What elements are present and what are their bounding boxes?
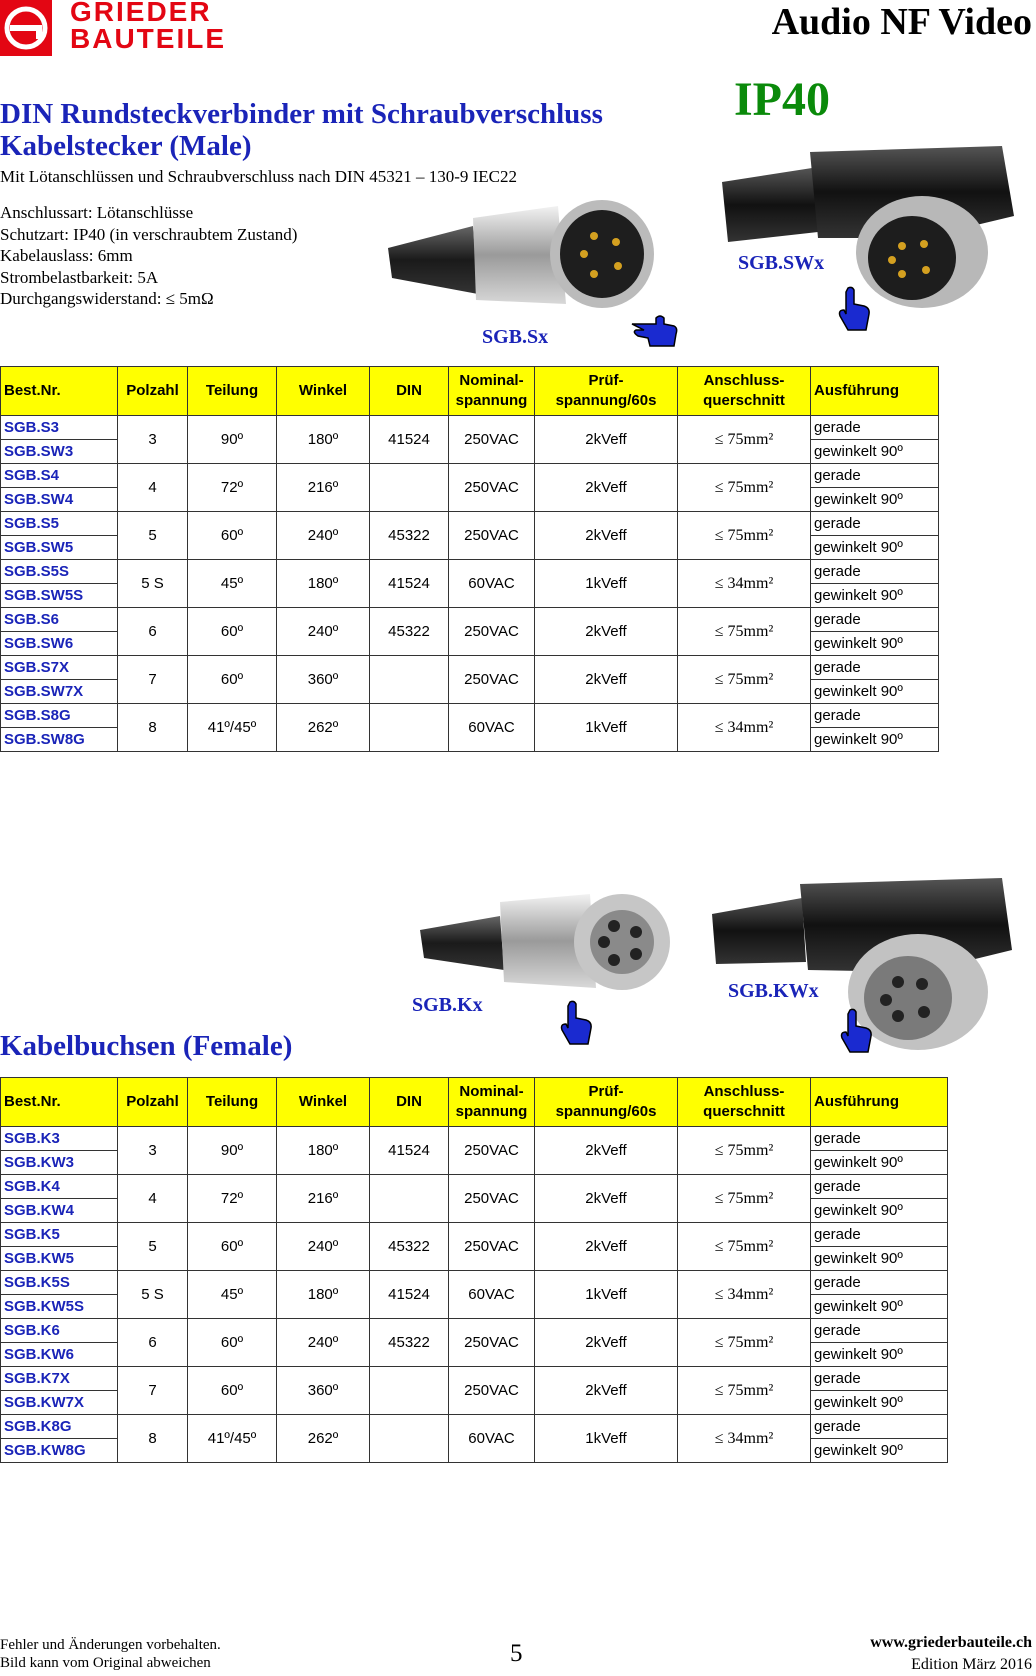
- order-number-angled: SGB.KW8G: [1, 1439, 118, 1463]
- ausfuehrung-cell: gewinkelt 90º: [811, 488, 939, 512]
- din-cell: 41524: [370, 560, 449, 608]
- col-header-nominal: [449, 1078, 535, 1127]
- order-number-straight: SGB.S4: [1, 464, 118, 488]
- spec-item: Strombelastbarkeit: 5A: [0, 267, 159, 287]
- ausfuehrung-cell: gerade: [811, 608, 939, 632]
- nominal-cell: 60VAC: [449, 1271, 535, 1319]
- table-row: [1, 1319, 948, 1343]
- order-number-straight: SGB.K7X: [1, 1367, 118, 1391]
- winkel-cell: 216º: [277, 1175, 370, 1223]
- nominal-cell: 250VAC: [449, 608, 535, 656]
- polzahl-cell: 8: [118, 704, 188, 752]
- polzahl-cell: 7: [118, 1367, 188, 1415]
- header-line: Anschluss-: [703, 1083, 785, 1100]
- querschnitt-cell: ≤ 75mm²: [678, 1223, 811, 1271]
- ausfuehrung-cell: gerade: [811, 416, 939, 440]
- table-row: [1, 512, 939, 536]
- header-line: Prüf-: [588, 372, 624, 389]
- order-number-straight: SGB.S6: [1, 608, 118, 632]
- col-header-winkel: Winkel: [277, 367, 370, 416]
- winkel-cell: 240º: [277, 608, 370, 656]
- order-number-straight: SGB.K5S: [1, 1271, 118, 1295]
- ausfuehrung-cell: gewinkelt 90º: [811, 1391, 948, 1415]
- din-cell: 41524: [370, 416, 449, 464]
- pruef-cell: 2kVeff: [535, 1367, 678, 1415]
- ausfuehrung-cell: gerade: [811, 1367, 948, 1391]
- din-cell: 45322: [370, 608, 449, 656]
- ausfuehrung-cell: gerade: [811, 1319, 948, 1343]
- pruef-cell: 1kVeff: [535, 560, 678, 608]
- order-number-straight: SGB.S8G: [1, 704, 118, 728]
- col-header-anschluss: [678, 367, 811, 416]
- polzahl-cell: 3: [118, 416, 188, 464]
- polzahl-cell: 5 S: [118, 560, 188, 608]
- pointing-hand-icon: [558, 1000, 594, 1048]
- logo-line-2: BAUTEILE: [70, 23, 226, 54]
- footer-info: [870, 1632, 1032, 1676]
- querschnitt-cell: ≤ 75mm²: [678, 512, 811, 560]
- spec-item: Schutzart: IP40 (in verschraubtem Zustand): [0, 224, 298, 244]
- winkel-cell: 180º: [277, 416, 370, 464]
- header-line: spannung/60s: [555, 392, 657, 409]
- ausfuehrung-cell: gerade: [811, 1223, 948, 1247]
- nominal-cell: 250VAC: [449, 1223, 535, 1271]
- teilung-cell: 41º/45º: [188, 704, 277, 752]
- order-number-straight: SGB.K5: [1, 1223, 118, 1247]
- pointing-hand-icon: [838, 1008, 874, 1056]
- nominal-cell: 250VAC: [449, 512, 535, 560]
- nominal-cell: 250VAC: [449, 464, 535, 512]
- male-section-heading: [0, 98, 603, 162]
- pointing-hand-icon: [630, 314, 678, 350]
- order-number-angled: SGB.SW6: [1, 632, 118, 656]
- order-number-angled: SGB.SW8G: [1, 728, 118, 752]
- table-header-row: [1, 367, 939, 416]
- din-cell: 41524: [370, 1271, 449, 1319]
- order-number-straight: SGB.K4: [1, 1175, 118, 1199]
- din-cell: [370, 656, 449, 704]
- col-header-nr: Best.Nr.: [1, 1078, 118, 1127]
- teilung-cell: 45º: [188, 1271, 277, 1319]
- querschnitt-cell: ≤ 75mm²: [678, 608, 811, 656]
- order-number-angled: SGB.SW5S: [1, 584, 118, 608]
- header-line: Anschluss-: [703, 372, 785, 389]
- teilung-cell: 72º: [188, 464, 277, 512]
- ausfuehrung-cell: gerade: [811, 1127, 948, 1151]
- table-row: [1, 1415, 948, 1439]
- nominal-cell: 60VAC: [449, 1415, 535, 1463]
- company-logo: [0, 0, 250, 60]
- nominal-cell: 250VAC: [449, 656, 535, 704]
- pointing-hand-icon: [836, 286, 872, 334]
- nominal-cell: 250VAC: [449, 1367, 535, 1415]
- querschnitt-cell: ≤ 75mm²: [678, 416, 811, 464]
- polzahl-cell: 5: [118, 1223, 188, 1271]
- pruef-cell: 1kVeff: [535, 704, 678, 752]
- order-number-angled: SGB.SW7X: [1, 680, 118, 704]
- pruef-cell: 2kVeff: [535, 512, 678, 560]
- female-section-heading: Kabelbuchsen (Female): [0, 1030, 293, 1062]
- winkel-cell: 180º: [277, 560, 370, 608]
- querschnitt-cell: ≤ 75mm²: [678, 656, 811, 704]
- pruef-cell: 2kVeff: [535, 416, 678, 464]
- polzahl-cell: 8: [118, 1415, 188, 1463]
- ausfuehrung-cell: gewinkelt 90º: [811, 584, 939, 608]
- ausfuehrung-cell: gerade: [811, 656, 939, 680]
- header-line: spannung/60s: [555, 1103, 657, 1120]
- querschnitt-cell: ≤ 75mm²: [678, 464, 811, 512]
- spec-list: [0, 202, 297, 310]
- order-number-straight: SGB.K8G: [1, 1415, 118, 1439]
- female-straight-label: SGB.Kx: [412, 994, 483, 1016]
- table-header-row: [1, 1078, 948, 1127]
- teilung-cell: 41º/45º: [188, 1415, 277, 1463]
- footer-disclaimer: [0, 1636, 221, 1672]
- teilung-cell: 45º: [188, 560, 277, 608]
- order-number-angled: SGB.KW7X: [1, 1391, 118, 1415]
- din-cell: 45322: [370, 1319, 449, 1367]
- polzahl-cell: 4: [118, 1175, 188, 1223]
- teilung-cell: 60º: [188, 1367, 277, 1415]
- col-header-polzahl: Polzahl: [118, 367, 188, 416]
- table-row: [1, 1223, 948, 1247]
- nominal-cell: 250VAC: [449, 1175, 535, 1223]
- ausfuehrung-cell: gewinkelt 90º: [811, 680, 939, 704]
- male-angled-label: SGB.SWx: [738, 252, 825, 274]
- teilung-cell: 90º: [188, 416, 277, 464]
- pruef-cell: 1kVeff: [535, 1415, 678, 1463]
- winkel-cell: 262º: [277, 1415, 370, 1463]
- pruef-cell: 2kVeff: [535, 1127, 678, 1175]
- male-angled-plug-image: [722, 142, 1022, 312]
- spec-item: Durchgangswiderstand: ≤ 5mΩ: [0, 289, 214, 308]
- col-header-din: DIN: [370, 367, 449, 416]
- polzahl-cell: 6: [118, 1319, 188, 1367]
- female-straight-socket-image: [420, 886, 680, 996]
- table-row: [1, 608, 939, 632]
- querschnitt-cell: ≤ 34mm²: [678, 1271, 811, 1319]
- footer-note: Fehler und Änderungen vorbehalten.: [0, 1637, 221, 1653]
- order-number-straight: SGB.K6: [1, 1319, 118, 1343]
- female-connector-table: [0, 1077, 948, 1463]
- col-header-polzahl: Polzahl: [118, 1078, 188, 1127]
- polzahl-cell: 7: [118, 656, 188, 704]
- winkel-cell: 180º: [277, 1127, 370, 1175]
- header-line: spannung: [455, 1103, 528, 1120]
- teilung-cell: 60º: [188, 512, 277, 560]
- querschnitt-cell: ≤ 75mm²: [678, 1175, 811, 1223]
- spec-item: Anschlussart: Lötanschlüsse: [0, 203, 194, 222]
- col-header-teilung: Teilung: [188, 1078, 277, 1127]
- nominal-cell: 250VAC: [449, 416, 535, 464]
- winkel-cell: 240º: [277, 512, 370, 560]
- ausfuehrung-cell: gerade: [811, 1415, 948, 1439]
- teilung-cell: 60º: [188, 656, 277, 704]
- teilung-cell: 60º: [188, 1319, 277, 1367]
- table-row: [1, 1271, 948, 1295]
- col-header-ausfuehrung: Ausführung: [811, 367, 939, 416]
- order-number-angled: SGB.KW5S: [1, 1295, 118, 1319]
- logo-line-1: GRIEDER: [70, 0, 212, 27]
- order-number-angled: SGB.SW4: [1, 488, 118, 512]
- protection-rating: IP40: [734, 73, 830, 126]
- spec-item: Kabelauslass: 6mm: [0, 246, 133, 265]
- nominal-cell: 250VAC: [449, 1319, 535, 1367]
- order-number-straight: SGB.S5: [1, 512, 118, 536]
- din-cell: [370, 1367, 449, 1415]
- col-header-winkel: Winkel: [277, 1078, 370, 1127]
- teilung-cell: 60º: [188, 1223, 277, 1271]
- order-number-angled: SGB.KW5: [1, 1247, 118, 1271]
- polzahl-cell: 3: [118, 1127, 188, 1175]
- logo-mark-icon: [0, 0, 52, 56]
- ausfuehrung-cell: gerade: [811, 1271, 948, 1295]
- col-header-din: DIN: [370, 1078, 449, 1127]
- order-number-straight: SGB.K3: [1, 1127, 118, 1151]
- pruef-cell: 2kVeff: [535, 1319, 678, 1367]
- polzahl-cell: 5: [118, 512, 188, 560]
- querschnitt-cell: ≤ 75mm²: [678, 1319, 811, 1367]
- table-row: [1, 464, 939, 488]
- pruef-cell: 1kVeff: [535, 1271, 678, 1319]
- din-cell: 45322: [370, 1223, 449, 1271]
- ausfuehrung-cell: gewinkelt 90º: [811, 536, 939, 560]
- din-cell: 41524: [370, 1127, 449, 1175]
- winkel-cell: 216º: [277, 464, 370, 512]
- nominal-cell: 250VAC: [449, 1127, 535, 1175]
- order-number-straight: SGB.S7X: [1, 656, 118, 680]
- order-number-straight: SGB.S5S: [1, 560, 118, 584]
- teilung-cell: 60º: [188, 608, 277, 656]
- teilung-cell: 72º: [188, 1175, 277, 1223]
- ausfuehrung-cell: gerade: [811, 464, 939, 488]
- winkel-cell: 360º: [277, 656, 370, 704]
- male-connector-table: [0, 366, 939, 752]
- col-header-teilung: Teilung: [188, 367, 277, 416]
- header-line: querschnitt: [703, 1103, 785, 1120]
- male-straight-plug-image: [388, 196, 678, 316]
- pruef-cell: 2kVeff: [535, 1175, 678, 1223]
- winkel-cell: 262º: [277, 704, 370, 752]
- din-cell: [370, 1415, 449, 1463]
- table-row: [1, 656, 939, 680]
- din-cell: [370, 1175, 449, 1223]
- male-subtitle-heading: Kabelstecker (Male): [0, 130, 252, 162]
- ausfuehrung-cell: gewinkelt 90º: [811, 1151, 948, 1175]
- male-straight-label: SGB.Sx: [482, 326, 549, 348]
- table-row: [1, 1367, 948, 1391]
- teilung-cell: 90º: [188, 1127, 277, 1175]
- querschnitt-cell: ≤ 34mm²: [678, 704, 811, 752]
- ausfuehrung-cell: gerade: [811, 560, 939, 584]
- ausfuehrung-cell: gerade: [811, 704, 939, 728]
- querschnitt-cell: ≤ 75mm²: [678, 1127, 811, 1175]
- ausfuehrung-cell: gewinkelt 90º: [811, 1439, 948, 1463]
- din-cell: [370, 464, 449, 512]
- pruef-cell: 2kVeff: [535, 1223, 678, 1271]
- order-number-angled: SGB.KW3: [1, 1151, 118, 1175]
- querschnitt-cell: ≤ 34mm²: [678, 560, 811, 608]
- order-number-straight: SGB.S3: [1, 416, 118, 440]
- col-header-nominal: [449, 367, 535, 416]
- polzahl-cell: 4: [118, 464, 188, 512]
- ausfuehrung-cell: gewinkelt 90º: [811, 632, 939, 656]
- ausfuehrung-cell: gewinkelt 90º: [811, 1295, 948, 1319]
- winkel-cell: 240º: [277, 1319, 370, 1367]
- footer-note: Bild kann vom Original abweichen: [0, 1655, 211, 1671]
- page-number: 5: [510, 1640, 523, 1667]
- ausfuehrung-cell: gewinkelt 90º: [811, 1343, 948, 1367]
- order-number-angled: SGB.SW3: [1, 440, 118, 464]
- female-angled-label: SGB.KWx: [728, 980, 819, 1002]
- ausfuehrung-cell: gewinkelt 90º: [811, 1247, 948, 1271]
- table-row: [1, 416, 939, 440]
- table-row: [1, 704, 939, 728]
- header-line: Prüf-: [588, 1083, 624, 1100]
- col-header-anschluss: [678, 1078, 811, 1127]
- col-header-nr: Best.Nr.: [1, 367, 118, 416]
- table-row: [1, 560, 939, 584]
- edition: Edition März 2016: [911, 1656, 1032, 1673]
- pruef-cell: 2kVeff: [535, 656, 678, 704]
- order-number-angled: SGB.KW4: [1, 1199, 118, 1223]
- polzahl-cell: 5 S: [118, 1271, 188, 1319]
- nominal-cell: 60VAC: [449, 560, 535, 608]
- order-number-angled: SGB.KW6: [1, 1343, 118, 1367]
- header-line: Nominal-: [459, 1083, 524, 1100]
- querschnitt-cell: ≤ 34mm²: [678, 1415, 811, 1463]
- ausfuehrung-cell: gerade: [811, 512, 939, 536]
- table-row: [1, 1175, 948, 1199]
- order-number-angled: SGB.SW5: [1, 536, 118, 560]
- ausfuehrung-cell: gewinkelt 90º: [811, 728, 939, 752]
- querschnitt-cell: ≤ 75mm²: [678, 1367, 811, 1415]
- ausfuehrung-cell: gerade: [811, 1175, 948, 1199]
- col-header-ausfuehrung: Ausführung: [811, 1078, 948, 1127]
- din-cell: 45322: [370, 512, 449, 560]
- header-line: Nominal-: [459, 372, 524, 389]
- winkel-cell: 240º: [277, 1223, 370, 1271]
- logo-wordmark: [70, 0, 226, 52]
- din-cell: [370, 704, 449, 752]
- pruef-cell: 2kVeff: [535, 608, 678, 656]
- main-title: DIN Rundsteckverbinder mit Schraubverschluss: [0, 98, 603, 130]
- table-row: [1, 1127, 948, 1151]
- col-header-pruef: [535, 367, 678, 416]
- pruef-cell: 2kVeff: [535, 464, 678, 512]
- nominal-cell: 60VAC: [449, 704, 535, 752]
- polzahl-cell: 6: [118, 608, 188, 656]
- header-line: spannung: [455, 392, 528, 409]
- header-line: querschnitt: [703, 392, 785, 409]
- winkel-cell: 360º: [277, 1367, 370, 1415]
- website-link[interactable]: www.griederbauteile.ch: [870, 1634, 1032, 1651]
- winkel-cell: 180º: [277, 1271, 370, 1319]
- male-description: Mit Lötanschlüssen und Schraubverschluss nach DIN 45321 – 130-9 IEC22: [0, 167, 518, 186]
- ausfuehrung-cell: gewinkelt 90º: [811, 440, 939, 464]
- category-title: Audio NF Video: [771, 1, 1032, 43]
- col-header-pruef: [535, 1078, 678, 1127]
- ausfuehrung-cell: gewinkelt 90º: [811, 1199, 948, 1223]
